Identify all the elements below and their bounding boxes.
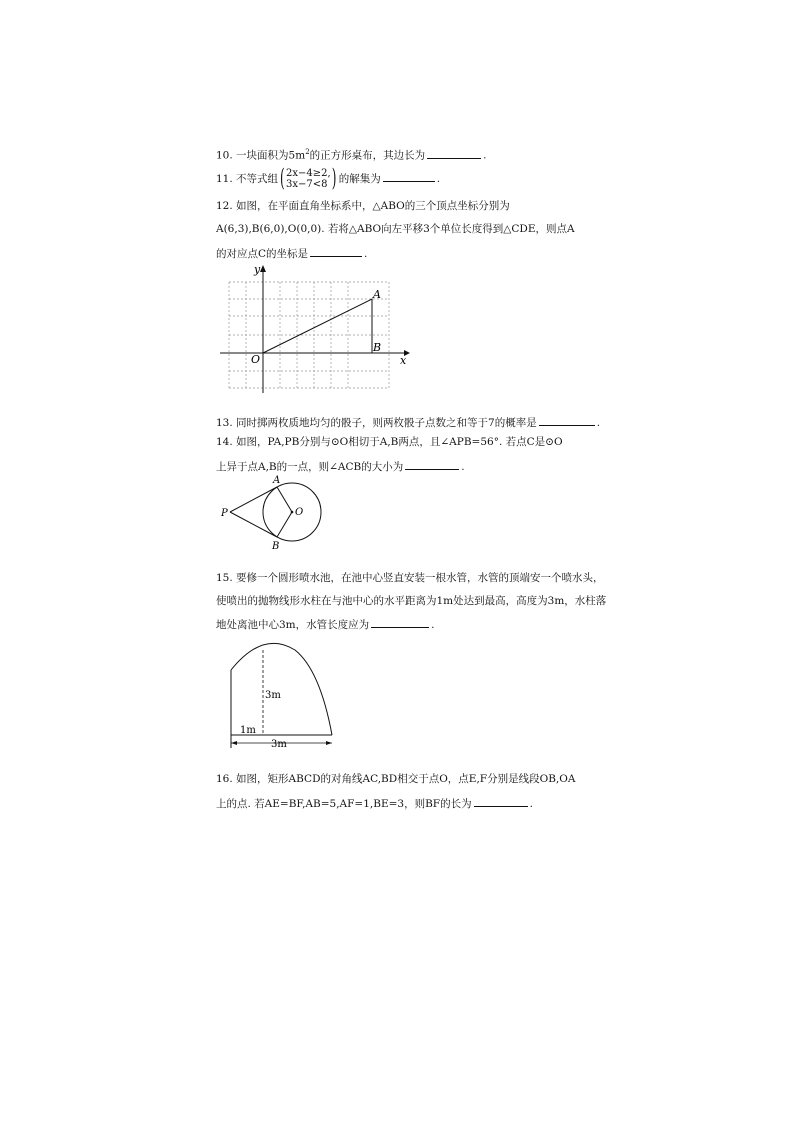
fountain-figure [222,640,342,755]
point-p-label: P [221,508,228,519]
q12-text: 的对应点C的坐标是 [216,248,309,260]
point-b-label: B [272,541,280,552]
triangle-abo [263,299,372,353]
question-15-line-3 [216,616,434,632]
y-axis-label: y [254,263,261,276]
question-12-line-3 [216,245,367,261]
q14-answer-blank[interactable] [405,458,459,470]
coordinate-grid-figure [218,260,418,396]
point-o-label: O [251,353,261,366]
q11-end: . [436,173,441,185]
point-a-label: A [373,288,381,301]
radius-ob [277,512,292,537]
q10-end: . [483,149,487,162]
q16-answer-blank[interactable] [474,795,528,807]
dimension-arrow-left [231,741,237,745]
question-15-line-1: 15. 要修一个圆形喷水池，在池中心竖直安装一根水管，水管的顶端安一个喷水头， [216,572,604,584]
distance-3m-label: 3m [271,739,287,750]
q13-answer-blank[interactable] [539,414,595,426]
q16-text: 上的点. 若AE=BF,AB=5,AF=1,BE=3，则BF的长为 [216,798,472,810]
distance-1m-label: 1m [240,725,256,736]
point-b-label: B [373,341,382,354]
y-axis-arrow [260,265,266,272]
q15-end: . [431,619,435,631]
inequality-line-2: 3x−7<8 [286,179,328,190]
q14-text: 上异于点A,B的一点，则∠ACB的大小为 [216,461,404,473]
question-10 [216,145,487,163]
q10-answer-blank[interactable] [427,147,481,159]
question-15-line-2: 使喷出的抛物线形水柱在与池中心的水平距离为1m处达到最高，高度为3m，水柱落 [216,595,607,607]
center-point [291,511,294,514]
dimension-arrow-right [326,741,332,745]
point-o-label: O [295,507,304,518]
grid-lines [229,282,389,388]
q11-text-post: 的解集为 [338,173,381,185]
tangent-circle-figure [218,472,338,552]
q11-text: 11. 不等式组 [216,173,279,185]
question-16-line-2 [216,795,533,811]
q12-end: . [364,248,368,260]
q10-text: 10. 一块面积为5m [216,149,306,162]
question-11 [216,166,440,192]
q10-sup: 2 [305,148,310,156]
question-16-line-1: 16. 如图，矩形ABCD的对角线AC,BD相交于点O，点E,F分别是线段OB,OA [216,773,576,785]
q15-text: 地处离池中心3m，水管长度应为 [216,619,370,631]
question-14-line-1: 14. 如图，PA,PB分别与⊙O相切于A,B两点，且∠APB=56°. 若点C是⊙O [216,436,563,448]
inequality-system: ( 2x−4≥2, 3x−7<8 ) [280,164,337,192]
q10-text-post: 的正方形桌布，其边长为 [309,149,426,162]
point-a-label: A [273,475,281,486]
question-12-line-2: A(6,3),B(6,0),O(0,0). 若将△ABO向左平移3个单位长度得到△CDE，则点A [216,223,575,235]
q12-answer-blank[interactable] [310,245,362,257]
height-label: 3m [265,690,281,701]
radius-oa [277,487,292,512]
tangent-pa [230,487,277,512]
inequality-line-1: 2x−4≥2, [286,168,331,179]
q14-end: . [461,461,465,473]
q13-end: . [596,417,601,429]
question-12-line-1: 12. 如图，在平面直角坐标系中，△ABO的三个顶点坐标分别为 [216,200,510,212]
tangent-pb [230,512,277,537]
parabola-water-jet [231,643,332,735]
q15-answer-blank[interactable] [371,616,429,628]
q13-text: 13. 同时掷两枚质地均匀的骰子，则两枚骰子点数之和等于7的概率是 [216,417,537,429]
x-axis-label: x [400,354,407,367]
q11-answer-blank[interactable] [383,170,435,182]
q16-end: . [529,798,533,810]
question-13 [216,414,600,430]
